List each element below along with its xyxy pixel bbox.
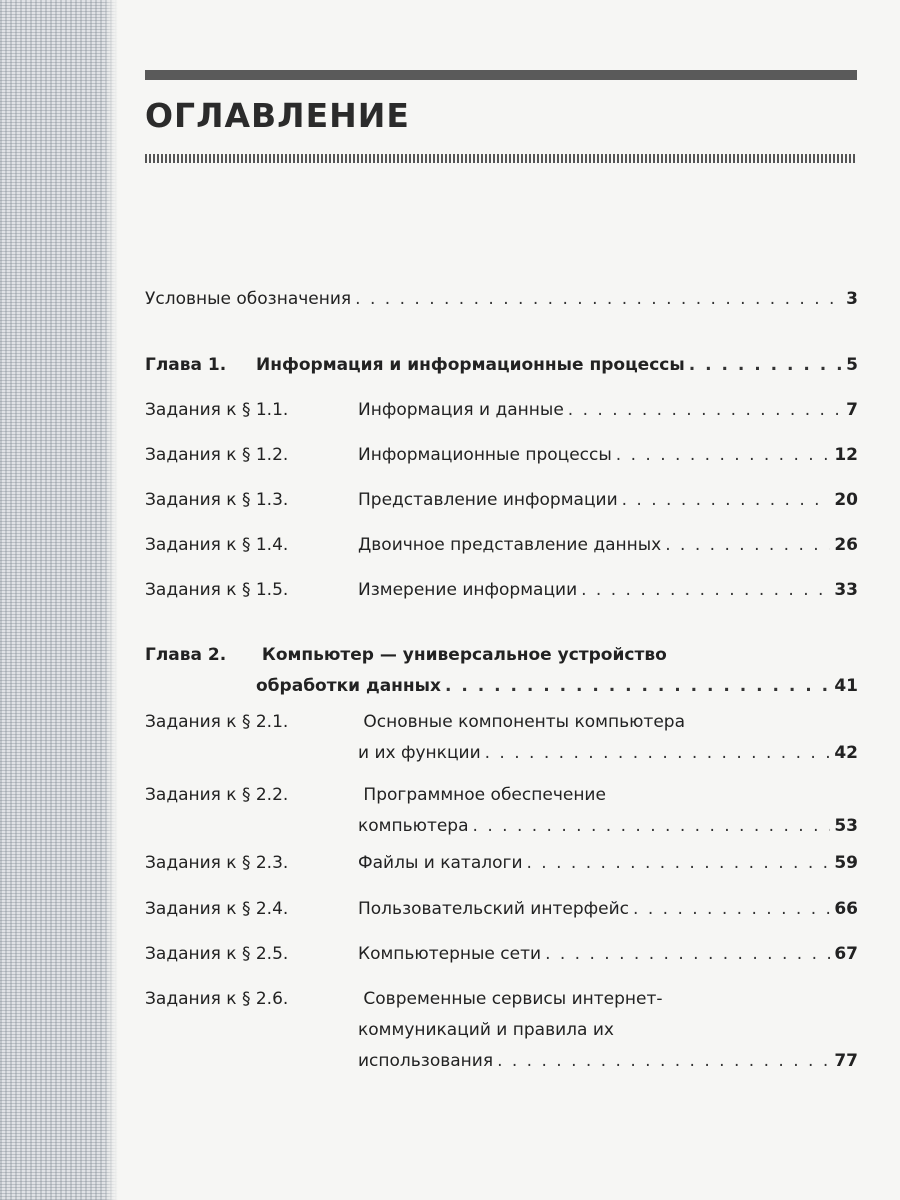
dot-leader (355, 284, 842, 315)
page-number: 41 (834, 676, 858, 696)
entry-label-line2: обработки данных (256, 676, 441, 696)
dot-leader (545, 939, 830, 970)
chapter-number: Глава 1. (145, 355, 227, 375)
section-ref: Задания к § 2.5. (145, 944, 289, 964)
section-ref: Задания к § 2.1. (145, 712, 289, 732)
entry-label: Пользовательский интерфейс (358, 899, 630, 919)
entry-label: Условные обозначения (145, 289, 352, 309)
page-number: 26 (834, 535, 858, 555)
toc-entry-1-3[interactable] (145, 485, 858, 516)
toc-entry-2-1[interactable] (145, 707, 858, 769)
dot-leader (689, 350, 842, 381)
page-number: 77 (834, 1051, 858, 1071)
toc-entry-conventions[interactable] (145, 284, 858, 315)
page-number: 67 (834, 944, 858, 964)
entry-label-line2: и их функции (358, 743, 481, 763)
toc-entry-chapter-1[interactable] (145, 350, 858, 381)
page-number: 3 (846, 289, 858, 309)
page-number: 12 (834, 445, 858, 465)
entry-label-line2: коммуникаций и правила их (358, 1020, 614, 1040)
title-underline (145, 154, 857, 163)
toc-entry-1-5[interactable] (145, 575, 858, 606)
page-number: 53 (834, 816, 858, 836)
page-number: 33 (834, 580, 858, 600)
page-number: 59 (834, 853, 858, 873)
page-title: ОГЛАВЛЕНИЕ (145, 96, 410, 135)
dot-leader (568, 395, 842, 426)
toc-entry-2-4[interactable] (145, 894, 858, 925)
section-ref: Задания к § 2.2. (145, 785, 289, 805)
toc-entry-1-1[interactable] (145, 395, 858, 426)
page-number: 42 (834, 743, 858, 763)
entry-label-line1: Программное обеспечение (363, 785, 606, 805)
dot-leader (527, 848, 831, 879)
toc-entry-1-4[interactable] (145, 530, 858, 561)
section-ref: Задания к § 1.5. (145, 580, 289, 600)
entry-label: Информация и информационные процессы (256, 355, 685, 375)
dot-leader (473, 811, 831, 842)
page-number: 66 (834, 899, 858, 919)
section-ref: Задания к § 2.4. (145, 899, 289, 919)
entry-label-line1: Современные сервисы интернет- (363, 989, 663, 1009)
section-ref: Задания к § 1.4. (145, 535, 289, 555)
dot-leader (633, 894, 830, 925)
entry-label: Измерение информации (358, 580, 578, 600)
entry-label: Двоичное представление данных (358, 535, 662, 555)
chapter-number: Глава 2. (145, 645, 227, 665)
entry-label: Файлы и каталоги (358, 853, 523, 873)
entry-label: Представление информации (358, 490, 618, 510)
dot-leader (485, 738, 831, 769)
entry-label-line1: Основные компоненты компьютера (363, 712, 686, 732)
entry-label: Информация и данные (358, 400, 564, 420)
dot-leader (445, 671, 830, 702)
entry-label-line1: Компьютер — универсальное устройство (261, 645, 667, 665)
dot-leader (616, 440, 831, 471)
entry-label: Информационные процессы (358, 445, 612, 465)
toc-entry-2-6[interactable] (145, 984, 858, 1077)
section-ref: Задания к § 2.3. (145, 853, 289, 873)
book-binding-edge (0, 0, 118, 1200)
entry-label: Компьютерные сети (358, 944, 542, 964)
toc-entry-chapter-2[interactable] (145, 640, 858, 702)
header-rule (145, 70, 857, 80)
dot-leader (622, 485, 831, 516)
dot-leader (665, 530, 830, 561)
section-ref: Задания к § 1.3. (145, 490, 289, 510)
toc-entry-1-2[interactable] (145, 440, 858, 471)
dot-leader (581, 575, 830, 606)
entry-label-line2: компьютера (358, 816, 469, 836)
section-ref: Задания к § 1.2. (145, 445, 289, 465)
page-number: 7 (846, 400, 858, 420)
page-number: 20 (834, 490, 858, 510)
dot-leader (497, 1046, 830, 1077)
section-ref: Задания к § 2.6. (145, 989, 289, 1009)
entry-label-line3: использования (358, 1051, 494, 1071)
section-ref: Задания к § 1.1. (145, 400, 289, 420)
toc-entry-2-2[interactable] (145, 780, 858, 842)
toc-entry-2-5[interactable] (145, 939, 858, 970)
page-number: 5 (846, 355, 858, 375)
toc-entry-2-3[interactable] (145, 848, 858, 879)
